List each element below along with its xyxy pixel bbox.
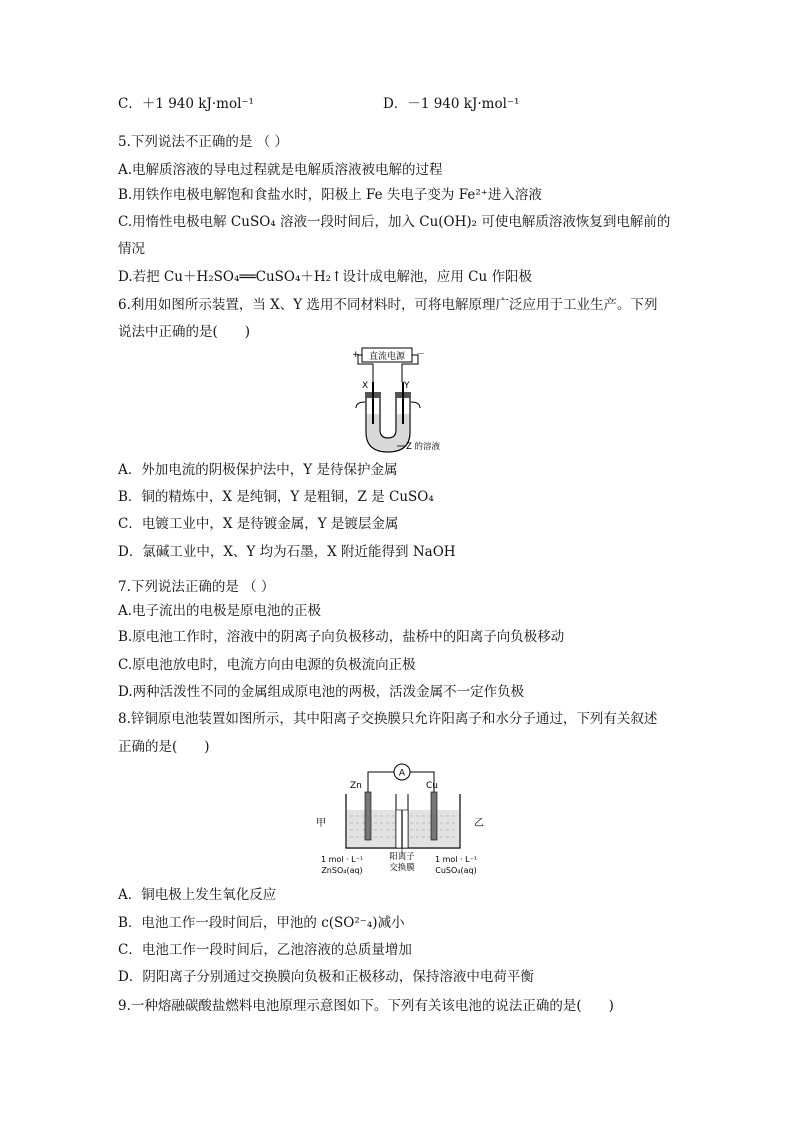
q8-option-d: D．阴阳离子分别通过交换膜向负极和正极移动，保持溶液中电荷平衡 [118, 969, 534, 985]
q6-option-b: B．铜的精炼中，X 是纯铜，Y 是粗铜，Z 是 CuSO₄ [118, 489, 434, 505]
q5-option-d: D.若把 Cu＋H₂SO₄══CuSO₄＋H₂↑设计成电解池，应用 Cu 作阳极 [118, 269, 532, 285]
left-cell-label: 甲 [316, 818, 326, 829]
q7-option-d: D.两种活泼性不同的金属组成原电池的两极，活泼金属不一定作负极 [118, 684, 525, 700]
q4-option-d: D．－1 940 kJ·mol⁻¹ [383, 96, 520, 112]
solution-label: Z 的溶液 [406, 442, 441, 452]
electrode-x-label: X [362, 381, 369, 391]
q7-option-b: B.原电池工作时，溶液中的阴离子向负极移动，盐桥中的阳离子向负极移动 [118, 629, 565, 645]
zn-label: Zn [350, 781, 362, 791]
q5-option-c-cont: 情况 [118, 241, 145, 257]
electrolysis-cell-figure [336, 344, 456, 456]
minus-sign: － [416, 350, 426, 360]
q6-stem: 6.利用如图所示装置，当 X、Y 选用不同材料时，可将电解原理广泛应用于工业生产。下列 [118, 297, 658, 313]
membrane-label-2: 交换膜 [389, 863, 415, 873]
q7-option-c: C.原电池放电时，电流方向由电源的负极流向正极 [118, 657, 416, 673]
right-cell-label: 乙 [474, 818, 484, 829]
q6-stem-cont: 说法中正确的是( ) [118, 324, 251, 340]
q8-option-c: C．电池工作一段时间后，乙池溶液的总质量增加 [118, 942, 412, 958]
q8-stem-cont: 正确的是( ) [118, 739, 210, 755]
left-solution: ZnSO₄(aq) [321, 866, 363, 875]
left-concentration: 1 mol · L⁻¹ [320, 855, 364, 864]
plus-sign: + [352, 350, 360, 360]
q8-option-b: B．电池工作一段时间后，甲池的 c(SO²⁻₄)减小 [118, 915, 405, 931]
galvanic-cell-figure [310, 760, 490, 878]
q9-stem: 9.一种熔融碳酸盐燃料电池原理示意图如下。下列有关该电池的说法正确的是( ) [118, 998, 614, 1014]
cu-label: Cu [426, 781, 438, 791]
q7-option-a: A.电子流出的电极是原电池的正极 [118, 603, 322, 619]
q6-option-c: C．电镀工业中，X 是待镀金属，Y 是镀层金属 [118, 516, 399, 532]
q5-option-c: C.用惰性电极电解 CuSO₄ 溶液一段时间后，加入 Cu(OH)₂ 可使电解质溶液恢复到电解前的 [118, 214, 671, 230]
q8-stem: 8.锌铜原电池装置如图所示，其中阳离子交换膜只允许阳离子和水分子通过，下列有关叙述 [118, 711, 658, 727]
q5-option-a: A.电解质溶液的导电过程就是电解质溶液被电解的过程 [118, 162, 443, 178]
membrane-label-1: 阳离子 [389, 852, 415, 862]
q6-option-d: D．氯碱工业中，X、Y 均为石墨，X 附近能得到 NaOH [118, 544, 456, 560]
electrode-y-label: Y [404, 381, 410, 391]
q5-option-b: B.用铁作电极电解饱和食盐水时，阳极上 Fe 失电子变为 Fe²⁺进入溶液 [118, 187, 542, 203]
q4-option-c: C．＋1 940 kJ·mol⁻¹ [118, 96, 254, 112]
power-supply-label: 直流电源 [368, 352, 406, 362]
right-solution: CuSO₄(aq) [435, 866, 477, 875]
right-concentration: 1 mol · L⁻¹ [434, 855, 478, 864]
q8-option-a: A．铜电极上发生氧化反应 [118, 887, 277, 903]
q5-stem: 5.下列说法不正确的是 （ ） [118, 134, 288, 150]
q7-stem: 7.下列说法正确的是 （ ） [118, 579, 275, 595]
ammeter-label: A [398, 768, 406, 779]
q6-option-a: A．外加电流的阴极保护法中，Y 是待保护金属 [118, 462, 398, 478]
